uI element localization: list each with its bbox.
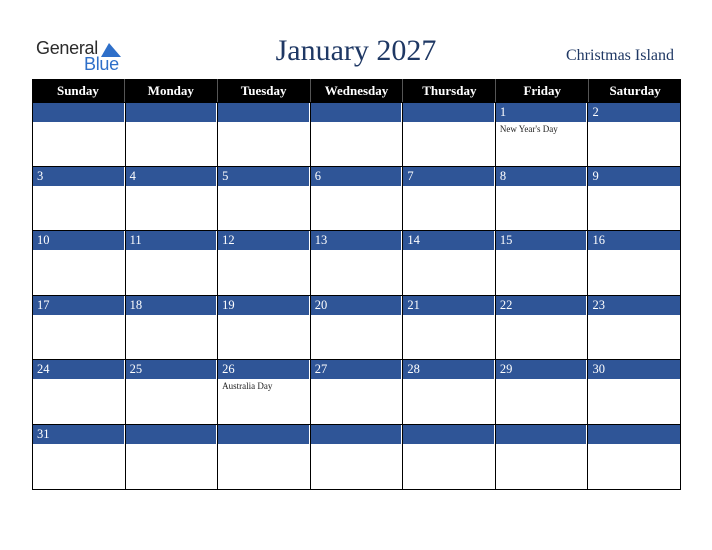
day-cell [217, 360, 310, 424]
week-row [32, 296, 681, 361]
weekday-header: Friday [495, 79, 588, 102]
holiday-label: New Year's Day [499, 124, 558, 134]
day-number: 28 [407, 362, 420, 377]
day-cell [495, 360, 588, 424]
day-cell [587, 360, 681, 424]
day-number: 4 [129, 168, 136, 183]
day-number: 16 [592, 233, 605, 248]
day-number: 20 [314, 297, 328, 312]
day-cell [217, 167, 310, 231]
day-cell [310, 425, 403, 489]
day-cell [32, 231, 125, 295]
day-cell [310, 231, 403, 295]
day-number: 18 [129, 297, 143, 312]
day-band [403, 167, 495, 186]
day-number: 21 [407, 297, 420, 312]
weekday-header: Sunday [56, 83, 99, 98]
day-band [126, 103, 218, 122]
day-band [403, 425, 495, 444]
day-cell [125, 167, 218, 231]
day-number: 22 [499, 297, 513, 312]
day-number: 27 [314, 362, 328, 377]
day-band [588, 103, 680, 122]
week-row [32, 231, 681, 296]
day-cell [125, 360, 218, 424]
day-cell [32, 360, 125, 424]
day-band [33, 103, 125, 122]
day-cell [495, 167, 588, 231]
day-cell [587, 296, 681, 360]
day-number: 15 [499, 233, 513, 248]
day-number: 10 [37, 233, 50, 248]
calendar-grid [32, 79, 681, 490]
day-cell [310, 167, 403, 231]
day-number: 14 [407, 233, 420, 248]
day-number: 31 [37, 426, 50, 441]
day-number: 24 [37, 362, 50, 377]
day-cell [125, 231, 218, 295]
day-number: 3 [37, 168, 44, 183]
day-cell [310, 360, 403, 424]
day-number: 5 [222, 168, 229, 183]
day-cell [125, 296, 218, 360]
week-row [32, 360, 681, 425]
day-cell [310, 296, 403, 360]
weekday-header-row [32, 79, 681, 102]
day-number: 12 [222, 233, 235, 248]
day-cell [217, 425, 310, 489]
weekday-header: Tuesday [217, 79, 310, 102]
day-cell [217, 103, 310, 166]
day-number: 7 [407, 168, 414, 183]
day-number: 17 [37, 297, 50, 312]
day-cell [587, 231, 681, 295]
week-row [32, 425, 681, 490]
day-band [496, 103, 588, 122]
day-cell [587, 103, 681, 166]
day-band [33, 167, 125, 186]
day-cell [402, 296, 495, 360]
day-cell [125, 425, 218, 489]
logo-word-general: General [36, 38, 98, 58]
holiday-label: Australia Day [222, 381, 273, 392]
week-row [32, 102, 681, 167]
day-cell [32, 167, 125, 231]
day-cell [32, 103, 125, 166]
day-cell [587, 425, 681, 489]
day-number: 26 [222, 362, 235, 377]
day-cell [125, 103, 218, 166]
day-cell [310, 103, 403, 166]
weekday-header: Wednesday [310, 79, 403, 102]
day-band [218, 103, 310, 122]
day-cell [495, 103, 588, 166]
day-cell [217, 296, 310, 360]
day-cell [402, 167, 495, 231]
day-cell [495, 296, 588, 360]
day-band [496, 167, 588, 186]
day-cell [402, 360, 495, 424]
day-cell [217, 231, 310, 295]
day-band [311, 103, 403, 122]
day-cell [495, 231, 588, 295]
day-cell [32, 296, 125, 360]
day-band [588, 425, 680, 444]
day-cell [32, 425, 125, 489]
day-cell [402, 425, 495, 489]
day-band [218, 167, 310, 186]
day-band [311, 167, 403, 186]
region-name: Christmas Island [566, 47, 674, 64]
weekday-header: Saturday [588, 79, 681, 102]
day-number: 23 [592, 297, 605, 312]
day-number: 9 [592, 168, 599, 183]
day-number: 8 [499, 168, 507, 183]
week-row [32, 167, 681, 232]
day-cell [587, 167, 681, 231]
day-number: 19 [222, 297, 235, 312]
day-band [126, 167, 218, 186]
weekday-header: Monday [124, 79, 217, 102]
day-number: 25 [129, 362, 143, 377]
day-number: 1 [499, 105, 507, 119]
day-band [496, 425, 588, 444]
logo-word-blue: Blue [84, 54, 119, 74]
day-band [403, 103, 495, 122]
day-band [218, 425, 310, 444]
day-number: 11 [129, 233, 142, 248]
day-number: 2 [592, 105, 599, 119]
day-cell [402, 231, 495, 295]
day-number: 6 [314, 168, 321, 183]
day-band [311, 425, 403, 444]
weeks-container [32, 102, 681, 490]
day-number: 30 [592, 362, 605, 377]
day-number: 13 [314, 233, 328, 248]
day-number: 29 [499, 362, 513, 377]
weekday-header: Thursday [402, 79, 495, 102]
day-cell [402, 103, 495, 166]
day-cell [495, 425, 588, 489]
day-band [126, 425, 218, 444]
day-band [588, 167, 680, 186]
calendar-title: January 2027 [275, 34, 437, 67]
